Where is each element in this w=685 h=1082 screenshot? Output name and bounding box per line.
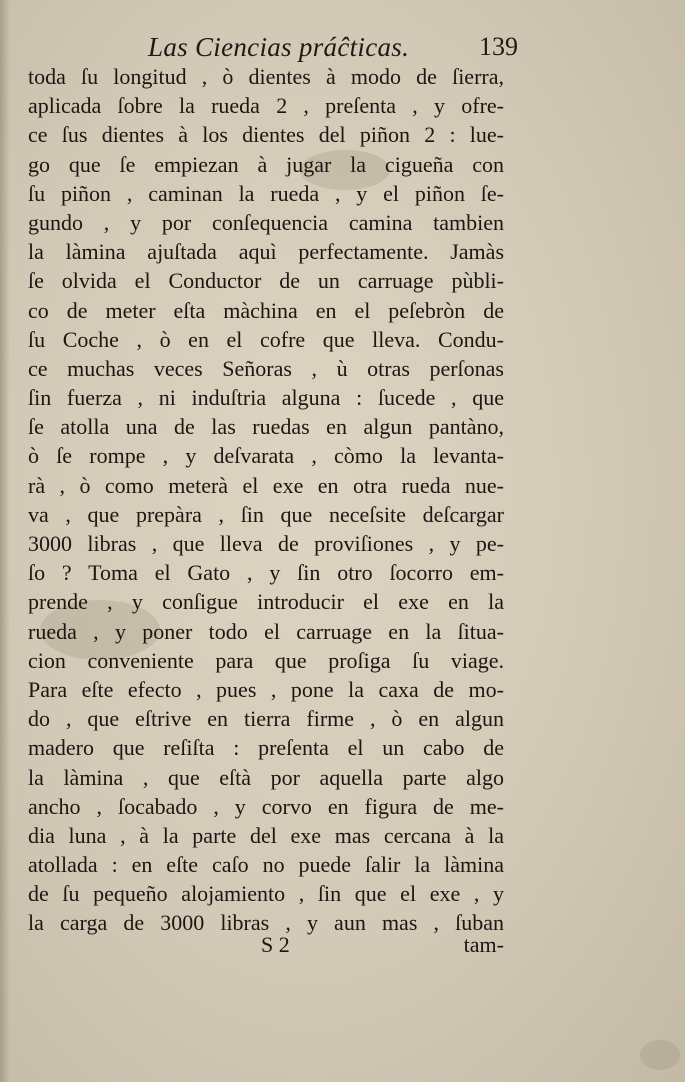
text-line: ſu piñon , caminan la rueda , y el piñon ſe-	[28, 180, 504, 206]
paper-stain	[640, 1040, 680, 1070]
text-line: ancho , ſocabado , y corvo en figura de me-	[28, 793, 504, 819]
text-line: cion conveniente para que proſiga ſu viage.	[28, 647, 504, 673]
text-line: gundo , y por conſequencia camina tambien	[28, 209, 504, 235]
text-line: madero que reſiſta : preſenta el un cabo de	[28, 735, 504, 761]
text-line: rueda , y poner todo el carruage en la ſitua-	[28, 618, 504, 644]
signature-mark: S 2	[261, 932, 290, 957]
text-line: va , que prepàra , ſin que neceſsite deſcargar	[28, 501, 504, 527]
text-line: de ſu pequeño alojamiento , ſin que el exe , y	[28, 881, 504, 907]
text-line: prende , y conſigue introducir el exe en la	[28, 589, 504, 615]
text-line: ſe atolla una de las ruedas en algun pantàno,	[28, 414, 504, 440]
running-title: Las Ciencias práĉticas.	[148, 32, 410, 62]
page-number: 139	[479, 32, 518, 61]
text-line: ſo ? Toma el Gato , y ſin otro ſocorro em-	[28, 560, 504, 586]
text-line: Para eſte efecto , pues , pone la caxa de mo-	[28, 676, 504, 702]
text-line: ſin fuerza , ni induſtria alguna : ſucede , que	[28, 385, 504, 411]
text-line: dia luna , à la parte del exe mas cercana à la	[28, 822, 504, 848]
text-line: ſu Coche , ò en el cofre que lleva. Condu-	[28, 326, 504, 352]
text-line: 3000 libras , que lleva de proviſiones , y pe-	[28, 531, 504, 556]
text-line: ò ſe rompe , y deſvarata , còmo la levanta-	[28, 443, 504, 469]
body-text	[28, 62, 504, 938]
catchword: tam-	[463, 932, 504, 957]
text-line: rà , ò como meterà el exe en otra rueda nue-	[28, 472, 504, 498]
text-line: ce muchas veces Señoras , ù otras perſonas	[28, 355, 504, 381]
text-line: do , que eſtrive en tierra firme , ò en algun	[28, 706, 504, 732]
page-footer	[28, 930, 504, 964]
text-line: atollada : en eſte caſo no puede ſalir la làmina	[28, 852, 504, 878]
text-line: ce ſus dientes à los dientes del piñon 2 : lue-	[28, 122, 504, 148]
text-line: ſe olvida el Conductor de un carruage pùbli-	[28, 268, 504, 294]
text-line: la carga de 3000 libras , y aun mas , ſuban	[28, 910, 504, 936]
text-line: toda ſu longitud , ò dientes à modo de ſierra,	[28, 64, 504, 89]
text-line: go que ſe empiezan à jugar la cigueña con	[28, 151, 504, 177]
page-edge-shadow	[0, 0, 10, 1082]
text-line: la làmina , que eſtà por aquella parte algo	[28, 764, 504, 790]
text-line: la làmina ajuſtada aquì perfectamente. Jamàs	[28, 239, 504, 265]
text-line: aplicada ſobre la rueda 2 , preſenta , y ofre-	[28, 93, 504, 119]
text-line: co de meter eſta màchina en el peſebròn de	[28, 297, 504, 323]
